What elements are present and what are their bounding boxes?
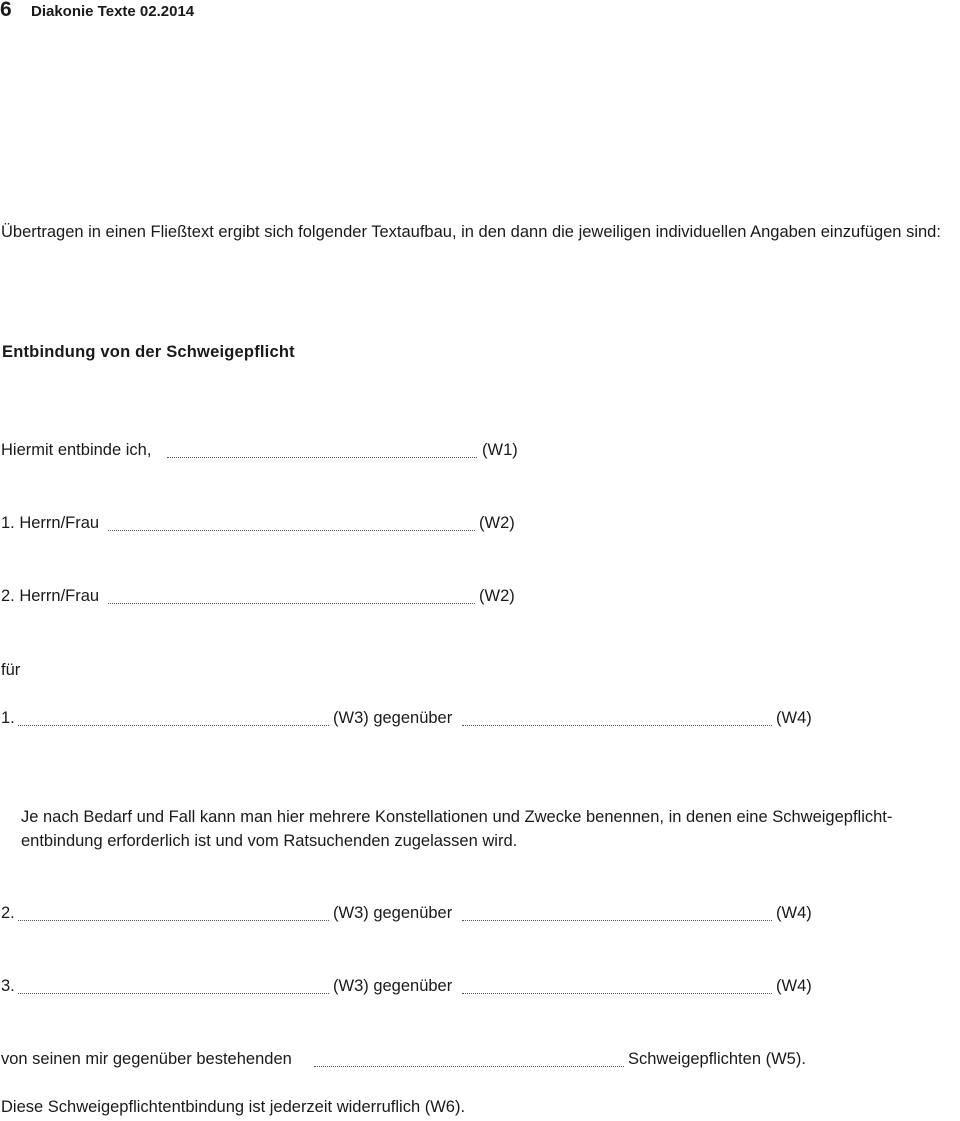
purpose2-number: 2. bbox=[1, 904, 15, 922]
person2-fill-line bbox=[108, 603, 475, 604]
w5-line bbox=[1, 1050, 831, 1072]
purpose1-line bbox=[1, 709, 831, 731]
w5-label: von seinen mir gegenüber bestehenden bbox=[1, 1050, 292, 1068]
person2-marker: (W2) bbox=[479, 587, 515, 605]
person1-line bbox=[1, 514, 521, 536]
publication-title: Diakonie Texte 02.2014 bbox=[31, 3, 195, 20]
explanatory-note: Je nach Bedarf und Fall kann man hier mehrere Konstellationen und Zwecke benennen, in denen eine Schweigepflicht-entbindung erforderlich ist und vom Ratsuchenden zugelassen wird. bbox=[21, 808, 893, 850]
w5-end: Schweigepflichten (W5). bbox=[628, 1050, 806, 1068]
w1-line bbox=[1, 441, 521, 463]
w6-line bbox=[1, 1098, 701, 1120]
person1-marker: (W2) bbox=[479, 514, 515, 532]
w1-label: Hiermit entbinde ich, bbox=[1, 441, 152, 459]
fuer-label: für bbox=[1, 661, 21, 679]
w6-text: Diese Schweigepflichtentbindung ist jederzeit widerruflich (W6). bbox=[1, 1098, 466, 1116]
person2-line bbox=[1, 587, 521, 609]
purpose1-number: 1. bbox=[1, 709, 15, 727]
purpose3-middle: (W3) gegenüber bbox=[333, 977, 453, 995]
purpose3-number: 3. bbox=[1, 977, 15, 995]
section-heading: Entbindung von der Schweigepflicht bbox=[2, 343, 295, 361]
purpose2-middle: (W3) gegenüber bbox=[333, 904, 453, 922]
purpose1-middle: (W3) gegenüber bbox=[333, 709, 453, 727]
purpose1-end: (W4) bbox=[776, 709, 812, 727]
purpose2-fill-line-1 bbox=[18, 920, 329, 921]
purpose3-fill-line-1 bbox=[18, 993, 329, 994]
purpose1-fill-line-2 bbox=[462, 725, 772, 726]
purpose3-line bbox=[1, 977, 831, 999]
fuer-line bbox=[1, 661, 101, 683]
intro-paragraph: Übertragen in einen Fließtext ergibt sich folgender Textaufbau, in den dann die jeweiligen individuellen Angaben einzufügen sind: bbox=[1, 223, 941, 241]
w5-fill-line bbox=[314, 1066, 624, 1067]
w1-marker: (W1) bbox=[482, 441, 518, 459]
purpose3-end: (W4) bbox=[776, 977, 812, 995]
purpose3-fill-line-2 bbox=[462, 993, 772, 994]
person2-label: 2. Herrn/Frau bbox=[1, 587, 100, 605]
purpose2-fill-line-2 bbox=[462, 920, 772, 921]
person1-fill-line bbox=[108, 530, 475, 531]
person1-label: 1. Herrn/Frau bbox=[1, 514, 100, 532]
purpose2-line bbox=[1, 904, 831, 926]
w1-fill-line bbox=[167, 457, 477, 458]
purpose1-fill-line-1 bbox=[18, 725, 329, 726]
page-number: 6 bbox=[0, 0, 13, 21]
purpose2-end: (W4) bbox=[776, 904, 812, 922]
